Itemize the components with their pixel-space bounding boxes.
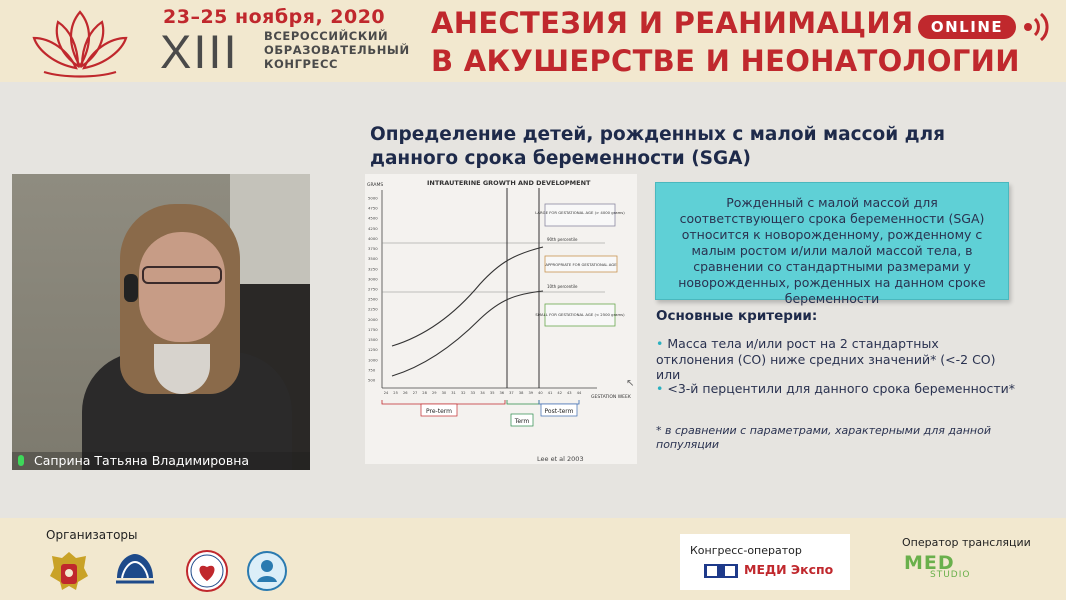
speaker-video[interactable]	[12, 174, 310, 470]
y-tick-label: 2500	[368, 296, 378, 302]
med-studio-sublabel: STUDIO	[930, 570, 971, 580]
lotus-logo-icon	[24, 6, 136, 78]
x-tick-label: 40	[538, 391, 543, 395]
y-tick-label: 4250	[368, 225, 378, 231]
slide-title-line: Определение детей, рожденных с малой массой для	[370, 124, 946, 145]
speaker-glasses	[142, 266, 222, 284]
x-tick-label: 37	[509, 391, 514, 395]
congress-number: XIII	[160, 25, 239, 78]
criteria-text: <3-й перцентили для данного срока беременности*	[667, 381, 1015, 396]
conference-title-line: В АКУШЕРСТВЕ И НЕОНАТОЛОГИИ	[431, 44, 1020, 78]
microphone-icon	[18, 455, 24, 466]
criteria-text: Масса тела и/или рост на 2 стандартных отклонения (СО) ниже средних значений* (<-2 СО) или	[656, 336, 996, 382]
med-studio-logo: MED	[904, 552, 955, 574]
x-tick-label: 32	[460, 391, 466, 395]
term-label: Term	[514, 418, 530, 425]
x-tick-label: 39	[528, 391, 534, 395]
broadcast-operator-label: Оператор трансляции	[902, 536, 1031, 549]
curve-label: 10th percentile	[547, 284, 578, 289]
y-tick-label: 2250	[368, 306, 378, 312]
y-tick-label: 1750	[368, 326, 378, 332]
definition-box: Рожденный с малой массой для соответствующего срока беременности (SGA) относится к новорожденному, рожденному с малым ростом и/или малой массой тела, в сравнении со стандартными размерами у новорожденных, рожденных на данном сроке беременности	[655, 182, 1009, 300]
bullet-icon: •	[656, 381, 664, 396]
y-tick-label: 2000	[368, 316, 378, 322]
y-tick-label: 3500	[368, 256, 378, 262]
ministry-emblem-icon	[46, 548, 92, 594]
congress-line: ВСЕРОССИЙСКИЙ	[264, 29, 389, 43]
federation-logo-icon	[112, 548, 158, 594]
postterm-label: Post-term	[544, 408, 574, 415]
y-tick-label: 1250	[368, 347, 378, 353]
slide-title-line: данного срока беременности (SGA)	[370, 148, 751, 169]
y-tick-label: 1000	[368, 357, 378, 363]
x-tick-label: 43	[567, 391, 572, 395]
association-logo-icon	[184, 548, 230, 594]
y-tick-label: 5000	[368, 195, 378, 201]
broadcast-icon	[1018, 8, 1056, 46]
x-tick-label: 44	[576, 391, 582, 395]
bullet-icon: •	[656, 336, 664, 351]
x-tick-label: 42	[557, 391, 562, 395]
x-tick-label: 26	[403, 391, 408, 395]
x-tick-label: 24	[383, 391, 389, 395]
conference-title-line: АНЕСТЕЗИЯ И РЕАНИМАЦИЯ	[431, 6, 914, 40]
criteria-item	[656, 381, 1016, 397]
y-tick-label: 4500	[368, 215, 378, 221]
slide-title	[370, 123, 1010, 171]
aga-label: APPROPRIATE FOR GESTATIONAL AGE	[545, 262, 617, 267]
y-tick-label: 4750	[368, 205, 378, 211]
slide-footnote: * в сравнении с параметрами, характерными для данной популяции	[656, 424, 991, 451]
speaker-name-bar	[12, 452, 310, 470]
y-tick-label: 2750	[368, 286, 378, 292]
y-tick-label: 500	[368, 377, 376, 383]
preterm-label: Pre-term	[426, 408, 452, 415]
mouse-cursor-icon: ↖	[626, 378, 635, 389]
y-tick-label: 4000	[368, 235, 378, 241]
criteria-title: Основные критерии:	[656, 308, 818, 324]
sga-label: SMALL FOR GESTATIONAL AGE (< 2500 grams)	[535, 312, 625, 317]
headset-icon	[124, 274, 138, 302]
congress-operator-name: МЕДИ Экспо	[744, 562, 834, 577]
curve-label: 90th percentile	[547, 237, 578, 242]
x-tick-label: 36	[499, 391, 505, 395]
speaker-name: Саприна Татьяна Владимировна	[34, 453, 250, 468]
x-tick-label: 34	[480, 391, 485, 395]
medi-expo-logo-icon	[704, 564, 738, 578]
x-tick-label: 30	[441, 391, 447, 395]
conference-header	[0, 0, 1066, 82]
x-tick-label: 27	[412, 391, 418, 395]
y-axis-label: GRAMS	[367, 183, 384, 188]
intrauterine-growth-chart	[365, 174, 637, 464]
chart-source: Lee et al 2003	[537, 455, 584, 463]
x-tick-label: 41	[547, 391, 553, 395]
sponsors-footer	[0, 518, 1066, 600]
speaker-face	[139, 232, 225, 342]
y-tick-label: 1500	[368, 337, 378, 343]
x-tick-label: 28	[422, 391, 427, 395]
congress-subtitle	[264, 29, 410, 71]
y-tick-label: 3750	[368, 246, 378, 252]
lga-box	[545, 204, 615, 226]
chart-title: INTRAUTERINE GROWTH AND DEVELOPMENT	[427, 179, 591, 187]
y-tick-label: 3250	[368, 266, 378, 272]
conference-dates: 23–25 ноября, 2020	[163, 6, 386, 28]
x-tick-label: 29	[432, 391, 437, 395]
x-tick-label: 33	[470, 391, 476, 395]
lga-label: LARGE FOR GESTATIONAL AGE (> 4000 grams)	[535, 210, 625, 215]
online-badge: ONLINE	[918, 15, 1016, 39]
x-tick-label: 35	[489, 391, 495, 395]
congress-line: КОНГРЕСС	[264, 57, 339, 71]
x-tick-label: 31	[451, 391, 456, 395]
y-tick-label: 3000	[368, 276, 378, 282]
x-tick-label: 38	[518, 391, 524, 395]
x-tick-labels	[384, 391, 582, 395]
criteria-item	[656, 336, 1016, 383]
society-logo-icon	[244, 548, 290, 594]
congress-operator-label: Конгресс-оператор	[690, 544, 802, 557]
y-tick-label: 750	[368, 367, 376, 373]
presentation-stage	[0, 82, 1066, 518]
x-tick-label: 25	[393, 391, 398, 395]
congress-operator-panel	[680, 534, 850, 590]
organizers-label: Организаторы	[46, 528, 138, 542]
x-axis-label: GESTATION WEEK	[591, 395, 631, 400]
congress-line: ОБРАЗОВАТЕЛЬНЫЙ	[264, 43, 410, 57]
